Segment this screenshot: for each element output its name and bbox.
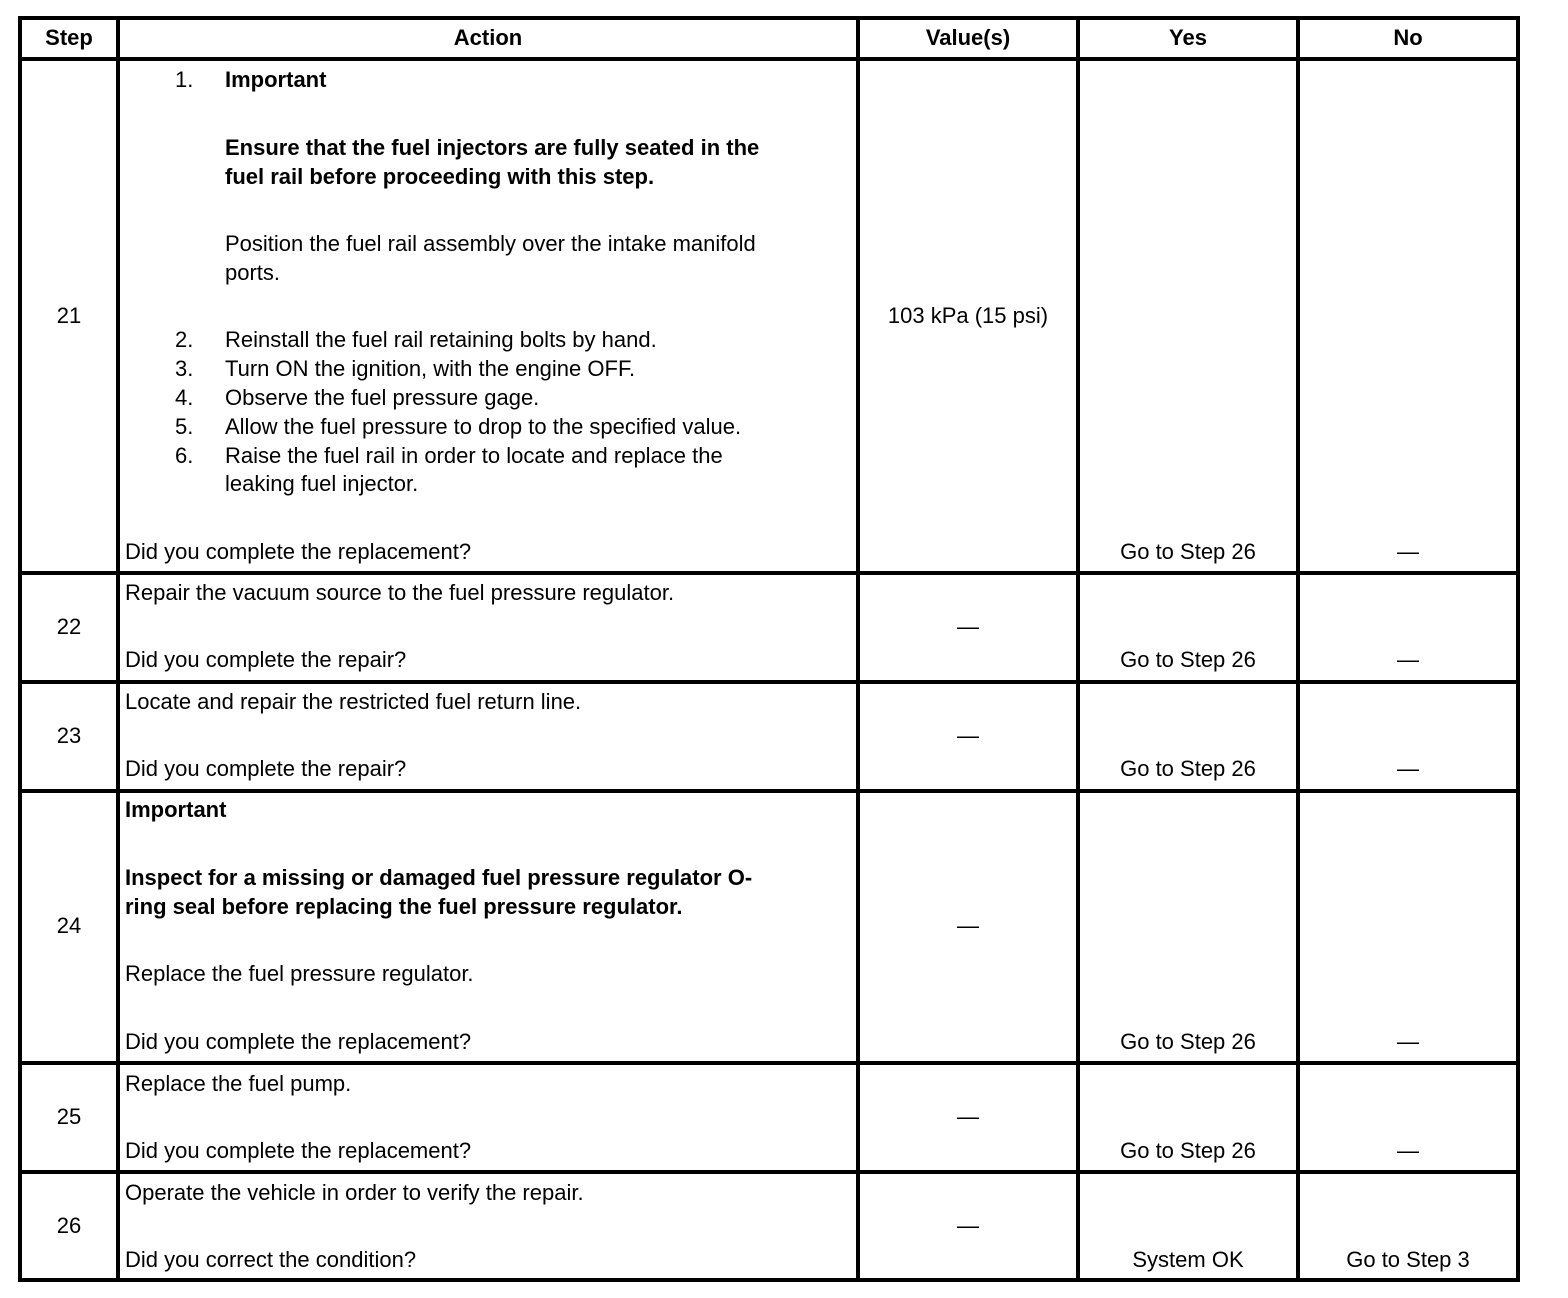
question: Did you complete the replacement?: [125, 1029, 472, 1054]
header-yes: Yes: [1169, 25, 1207, 50]
step-number: 25: [56, 1104, 82, 1129]
warning-line: Ensure that the fuel injectors are fully seated in the: [225, 135, 760, 160]
no-result: Go to Step 3: [1346, 1247, 1470, 1272]
instruction-line: Raise the fuel rail in order to locate and replace the: [225, 443, 723, 468]
header-no: No: [1393, 25, 1423, 50]
instruction-line: Turn ON the ignition, with the engine OFF.: [225, 356, 636, 381]
value: —: [957, 614, 979, 639]
no-result: —: [1397, 539, 1419, 564]
yes-result: Go to Step 26: [1120, 539, 1256, 564]
important-label: Important: [225, 67, 327, 92]
important-label: Important: [125, 797, 227, 822]
action-text: Replace the fuel pump.: [125, 1071, 352, 1096]
warning-line: ring seal before replacing the fuel pressure regulator.: [125, 894, 683, 919]
question: Did you complete the repair?: [125, 756, 407, 781]
no-result: —: [1397, 756, 1419, 781]
instruction-line: Reinstall the fuel rail retaining bolts by hand.: [225, 327, 657, 352]
value: —: [957, 723, 979, 748]
step-number: 23: [56, 723, 82, 748]
action-text: Replace the fuel pressure regulator.: [125, 961, 474, 986]
yes-result: Go to Step 26: [1120, 1138, 1256, 1163]
list-number: 2.: [175, 327, 194, 352]
list-number: 6.: [175, 443, 194, 468]
instruction-line: Position the fuel rail assembly over the intake manifold: [225, 231, 756, 256]
list-number: 1.: [175, 67, 194, 92]
no-result: —: [1397, 647, 1419, 672]
list-number: 5.: [175, 414, 194, 439]
value: —: [957, 913, 979, 938]
header-values: Value(s): [925, 25, 1011, 50]
instruction-line: ports.: [225, 260, 281, 285]
instruction-line: Observe the fuel pressure gage.: [225, 385, 540, 410]
yes-result: System OK: [1132, 1247, 1244, 1272]
question: Did you complete the replacement?: [125, 1138, 472, 1163]
question: Did you complete the repair?: [125, 647, 407, 672]
question: Did you correct the condition?: [125, 1247, 417, 1272]
step-number: 24: [56, 913, 82, 938]
no-result: —: [1397, 1029, 1419, 1054]
value: —: [957, 1104, 979, 1129]
yes-result: Go to Step 26: [1120, 647, 1256, 672]
question: Did you complete the replacement?: [125, 539, 472, 564]
step-number: 26: [56, 1213, 82, 1238]
action-text: Locate and repair the restricted fuel return line.: [125, 689, 582, 714]
action-text: Repair the vacuum source to the fuel pressure regulator.: [125, 580, 675, 605]
instruction-line: Allow the fuel pressure to drop to the specified value.: [225, 414, 742, 439]
warning-line: fuel rail before proceeding with this step.: [225, 164, 655, 189]
no-result: —: [1397, 1138, 1419, 1163]
instruction-line: leaking fuel injector.: [225, 471, 419, 496]
warning-line: Inspect for a missing or damaged fuel pressure regulator O-: [125, 865, 753, 890]
value: —: [957, 1213, 979, 1238]
list-number: 3.: [175, 356, 194, 381]
header-step: Step: [45, 25, 93, 50]
value: 103 kPa (15 psi): [887, 303, 1049, 328]
step-number: 21: [56, 303, 82, 328]
list-number: 4.: [175, 385, 194, 410]
action-text: Operate the vehicle in order to verify the repair.: [125, 1180, 584, 1205]
yes-result: Go to Step 26: [1120, 756, 1256, 781]
yes-result: Go to Step 26: [1120, 1029, 1256, 1054]
step-number: 22: [56, 614, 82, 639]
header-action: Action: [453, 25, 523, 50]
